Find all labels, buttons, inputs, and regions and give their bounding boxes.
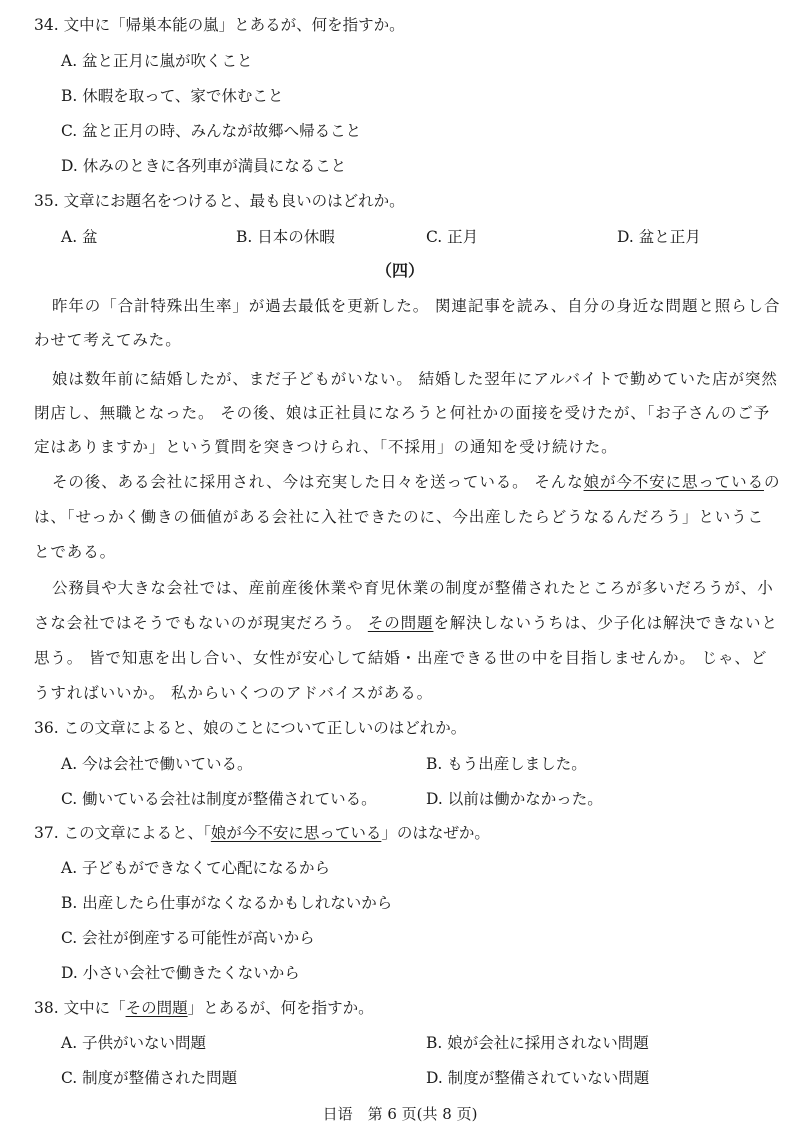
question-38-option-a: A. 子供がいない問題 xyxy=(61,1034,207,1052)
question-34-option-c: C. 盆と正月の時、みんなが故郷へ帰ること xyxy=(61,122,362,140)
passage-line: 閉店し、無職となった。 その後、娘は正社員になろうと何社かの面接を受けたが、「お子さんのご予 xyxy=(34,404,771,422)
question-38-option-b: B. 娘が会社に採用されない問題 xyxy=(426,1034,649,1052)
passage-line: わせて考えてみた。 xyxy=(34,331,182,349)
question-37-option-d: D. 小さい会社で働きたくないから xyxy=(61,964,300,982)
passage-line: とである。 xyxy=(34,543,117,561)
question-38-quote: その問題 xyxy=(125,999,188,1017)
question-37-option-a: A. 子どもができなくて心配になるから xyxy=(61,859,331,877)
question-36-option-a: A. 今は会社で働いている。 xyxy=(61,755,253,773)
passage-line: 思う。 皆で知恵を出し合い、女性が安心して結婚・出産できる世の中を目指しませんか。 じゃ、ど xyxy=(34,649,768,667)
question-34-quote: 帰巣本能の嵐 xyxy=(125,16,219,34)
page-footer: 日语 第 6 页(共 8 页) xyxy=(322,1105,478,1123)
question-34-stem: 34. 文中に「帰巣本能の嵐」とあるが、何を指すか。 xyxy=(34,16,405,34)
question-36-option-b: B. もう出産しました。 xyxy=(426,755,587,773)
question-38-option-c: C. 制度が整備された問題 xyxy=(61,1069,238,1087)
section-heading: （四） xyxy=(375,261,424,280)
passage-line: うすればいいか。 私からいくつのアドバイスがある。 xyxy=(34,684,433,702)
question-36-option-c: C. 働いている会社は制度が整備されている。 xyxy=(61,790,377,808)
passage-line: 娘は数年前に結婚したが、まだ子どもがいない。 結婚した翌年にアルバイトで勤めていた店が突然 xyxy=(52,370,778,388)
question-35-option-a: A. 盆 xyxy=(61,228,98,246)
underlined-phrase-worry: 娘が今不安に思っている xyxy=(583,473,764,491)
question-36-option-d: D. 以前は働かなかった。 xyxy=(426,790,603,808)
question-37-stem: 37. この文章によると、「娘が今不安に思っている」のはなぜか。 xyxy=(34,824,490,842)
question-34-option-b: B. 休暇を取って、家で休むこと xyxy=(61,87,284,105)
question-35-stem: 35. 文章にお題名をつけると、最も良いのはどれか。 xyxy=(34,192,405,210)
question-37-quote: 娘が今不安に思っている xyxy=(210,824,382,842)
passage-line: さな会社ではそうでもないのが現実だろう。 その問題を解決しないうちは、少子化は解決できないと xyxy=(34,614,778,632)
passage-line: は、「せっかく働きの価値がある会社に入社できたのに、今出産したらどうなるんだろう」というこ xyxy=(34,508,764,526)
question-35-option-c: C. 正月 xyxy=(426,228,479,246)
passage-line: 公務員や大きな会社では、産前産後休業や育児休業の制度が整備されたところが多いだろうが、小 xyxy=(52,579,774,597)
question-37-option-b: B. 出産したら仕事がなくなるかもしれないから xyxy=(61,894,393,912)
passage-line: 定はありますか」という質問を突きつけられ、「不採用」の通知を受け続けた。 xyxy=(34,438,618,456)
question-35-option-b: B. 日本の休暇 xyxy=(236,228,335,246)
passage-line: その後、ある会社に採用され、今は充実した日々を送っている。 そんな娘が今不安に思っているの xyxy=(52,473,781,491)
question-35-option-d: D. 盆と正月 xyxy=(617,228,701,246)
question-38-option-d: D. 制度が整備されていない問題 xyxy=(426,1069,650,1087)
question-34-option-a: A. 盆と正月に嵐が吹くこと xyxy=(61,52,253,70)
passage-line: 昨年の「合計特殊出生率」が過去最低を更新した。 関連記事を読み、自分の身近な問題と照らし合 xyxy=(52,297,781,315)
question-38-stem: 38. 文中に「その問題」とあるが、何を指すか。 xyxy=(34,999,374,1017)
question-37-option-c: C. 会社が倒産する可能性が高いから xyxy=(61,929,315,947)
underlined-phrase-problem: その問題 xyxy=(367,614,434,632)
question-34-option-d: D. 休みのときに各列車が満員になること xyxy=(61,157,347,175)
question-36-stem: 36. この文章によると、娘のことについて正しいのはどれか。 xyxy=(34,719,467,737)
